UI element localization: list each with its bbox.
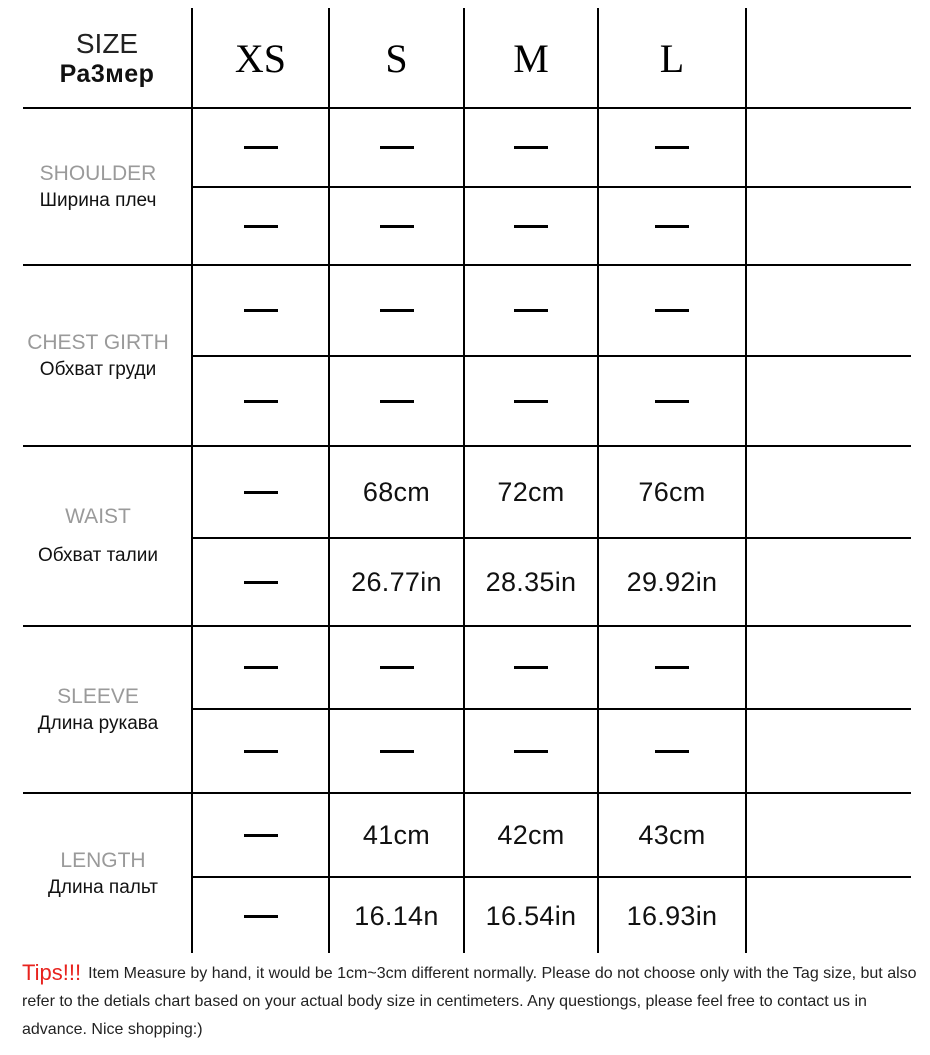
measurement-value: 28.35in (485, 566, 577, 597)
table-cell (193, 357, 328, 445)
empty-value-dash (380, 309, 414, 312)
table-cell (465, 109, 597, 186)
empty-value-dash (380, 666, 414, 669)
table-cell (465, 878, 597, 954)
table-cell (465, 447, 597, 537)
empty-value-dash (514, 750, 548, 753)
empty-value-dash (380, 146, 414, 149)
empty-value-dash (655, 750, 689, 753)
empty-value-dash (514, 309, 548, 312)
label-ru: Длина пальт (48, 877, 158, 898)
table-cell (193, 447, 328, 537)
table-cell (465, 794, 597, 876)
label-en: SLEEVE (57, 684, 139, 708)
table-cell (465, 710, 597, 792)
measurement-value: 16.14n (354, 900, 439, 931)
table-cell (465, 539, 597, 625)
empty-value-dash (514, 146, 548, 149)
row-label-shoulder (10, 109, 186, 264)
label-en: SHOULDER (39, 161, 157, 185)
label-ru: Ширина плеч (39, 189, 157, 211)
table-cell (465, 266, 597, 355)
measurement-value: 68cm (362, 476, 431, 507)
column-divider (745, 8, 747, 953)
table-cell (465, 627, 597, 708)
table-cell (599, 266, 745, 355)
empty-value-dash (655, 225, 689, 228)
table-cell (193, 539, 328, 625)
table-cell (330, 878, 463, 954)
empty-value-dash (655, 146, 689, 149)
empty-value-dash (655, 400, 689, 403)
size-header-en: SIZE (75, 28, 139, 59)
table-cell (193, 627, 328, 708)
table-cell (599, 109, 745, 186)
tips-note (22, 960, 922, 1044)
column-header-s: S (385, 36, 408, 81)
table-cell (193, 266, 328, 355)
tips-text: Item Measure by hand, it would be 1cm~3cm different normally. Please do not choose only with the Tag size, but also refer to the detials chart based on your actual body size in centimeters. Any questiongs, please feel free to contact us in advance. Nice shopping:) (22, 965, 917, 1038)
label-en: WAIST (65, 505, 131, 528)
table-cell (193, 878, 328, 954)
table-cell (599, 627, 745, 708)
measurement-value: 42cm (497, 819, 565, 850)
tips-title: Tips!!! (22, 960, 82, 985)
table-cell (599, 188, 745, 264)
empty-value-dash (244, 834, 278, 837)
table-cell (193, 710, 328, 792)
table-cell (330, 188, 463, 264)
size-header-cell (23, 10, 191, 107)
measurement-value: 29.92in (626, 566, 718, 597)
table-cell (330, 266, 463, 355)
measurement-value: 43cm (638, 819, 706, 850)
table-cell (330, 357, 463, 445)
label-en: LENGTH (60, 849, 146, 872)
empty-value-dash (244, 915, 278, 918)
empty-value-dash (380, 750, 414, 753)
row-label-length (15, 794, 191, 954)
empty-value-dash (655, 666, 689, 669)
table-cell (599, 710, 745, 792)
table-cell (330, 109, 463, 186)
empty-value-dash (244, 146, 278, 149)
table-cell (599, 878, 745, 954)
table-cell (193, 188, 328, 264)
measurement-value: 76cm (638, 476, 706, 507)
table-cell (330, 710, 463, 792)
table-cell (330, 539, 463, 625)
label-en: CHEST GIRTH (27, 330, 169, 354)
table-cell (330, 627, 463, 708)
empty-value-dash (244, 491, 278, 494)
empty-value-dash (514, 225, 548, 228)
table-cell (599, 539, 745, 625)
column-header-xs: XS (234, 36, 287, 81)
measurement-value: 16.54in (485, 900, 577, 931)
table-cell (599, 447, 745, 537)
row-label-chest-girth (10, 266, 186, 445)
empty-value-dash (380, 400, 414, 403)
measurement-value: 41cm (362, 819, 431, 850)
label-ru: Обхват груди (39, 358, 157, 380)
row-label-sleeve (10, 627, 186, 792)
size-header-ru: Ра3мер (59, 60, 155, 88)
table-cell (465, 357, 597, 445)
row-label-waist (10, 447, 186, 625)
measurement-value: 72cm (497, 476, 565, 507)
empty-value-dash (244, 750, 278, 753)
measurement-value: 26.77in (351, 566, 442, 597)
empty-value-dash (244, 400, 278, 403)
table-cell (193, 109, 328, 186)
empty-value-dash (514, 400, 548, 403)
table-cell (330, 447, 463, 537)
table-cell (599, 357, 745, 445)
table-cell (465, 188, 597, 264)
label-ru: Обхват талии (38, 545, 158, 566)
column-header-l: L (659, 36, 685, 81)
empty-value-dash (655, 309, 689, 312)
empty-value-dash (244, 581, 278, 584)
column-header-m: M (513, 36, 549, 81)
table-cell (330, 794, 463, 876)
empty-value-dash (244, 666, 278, 669)
table-cell (599, 794, 745, 876)
measurement-value: 16.93in (626, 900, 718, 931)
label-ru: Длина рукава (37, 712, 159, 734)
empty-value-dash (380, 225, 414, 228)
empty-value-dash (244, 225, 278, 228)
table-cell (193, 794, 328, 876)
empty-value-dash (514, 666, 548, 669)
empty-value-dash (244, 309, 278, 312)
